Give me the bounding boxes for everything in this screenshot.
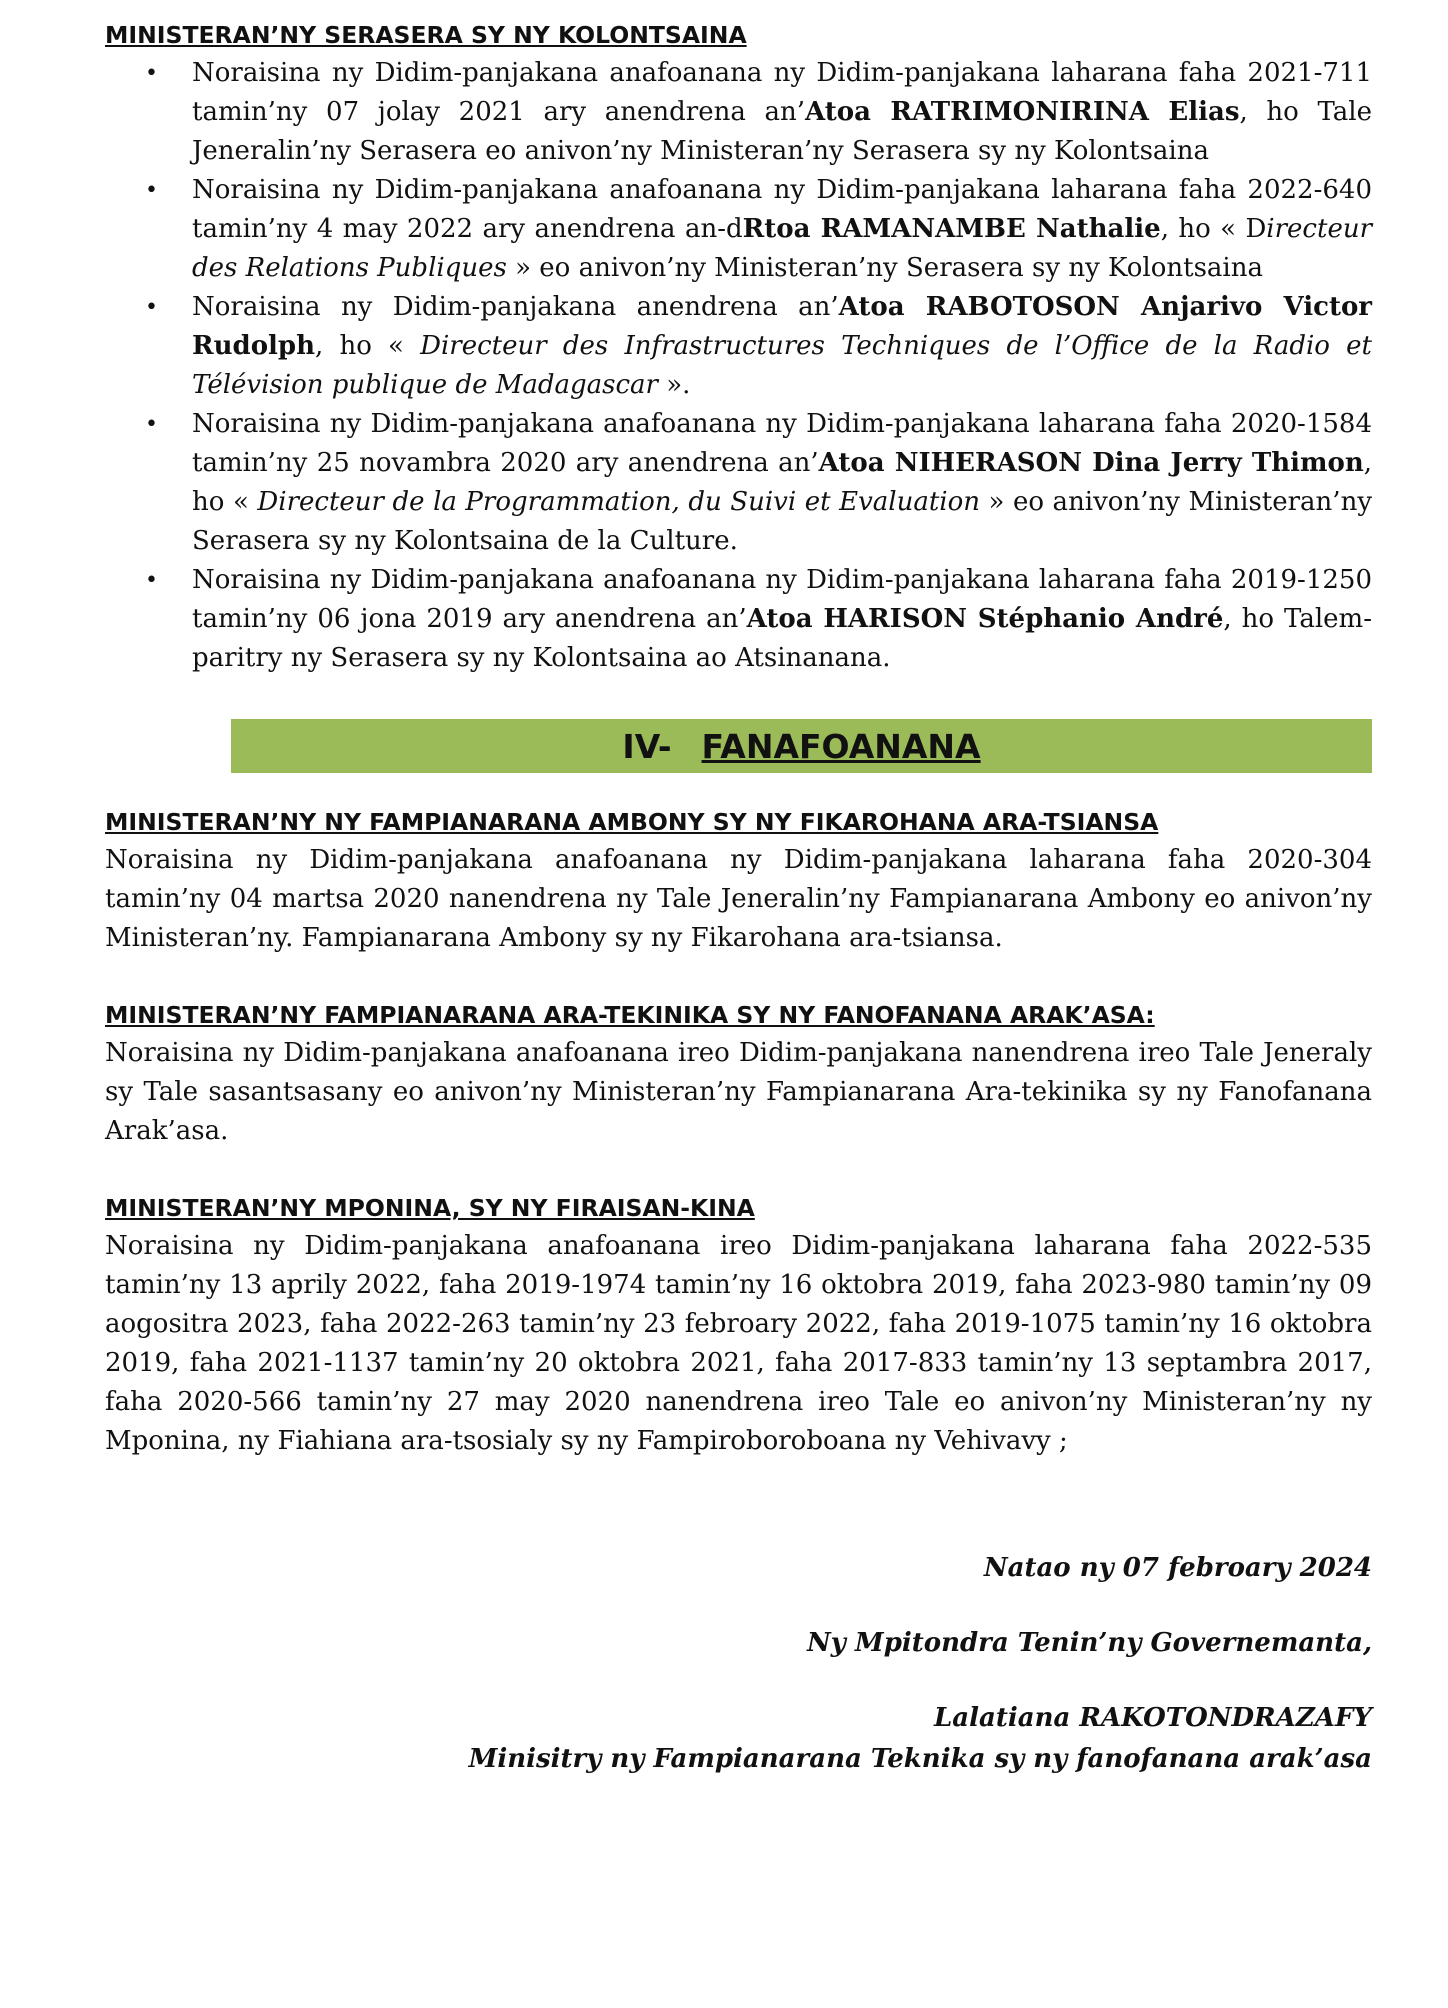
person-name: Atoa NIHERASON Dina Jerry Thimon	[818, 448, 1364, 478]
signature-role: Ny Mpitondra Tenin’ny Governemanta,	[806, 1628, 1372, 1658]
block-paragraph: Noraisina ny Didim-panjakana anafoanana ny Didim-panjakana laharana faha 2020-304 tamin’ny 04 martsa 2020 nanendrena ny Tale Jeneralin’ny Fampianarana Ambony eo anivon’ny Ministeran’ny. Fampianarana Ambony sy ny Fikarohana ara-tsiansa.	[105, 845, 1372, 953]
signature-date: Natao ny 07 febroary 2024	[983, 1553, 1372, 1583]
block-heading: MINISTERAN’NY FAMPIANARANA ARA-TEKINIKA SY NY FANOFANANA ARAK’ASA:	[105, 1001, 1155, 1029]
list-item: • Noraisina ny Didim-panjakana anafoanana ny Didim-panjakana laharana faha 2021-711 tamin’ny 07 jolay 2021 ary anendrena an’Atoa RATRIMONIRINA Elias, ho Tale Jeneralin’ny Serasera eo anivon’ny Ministeran’ny Serasera sy ny Kolontsaina	[105, 54, 1372, 171]
document-content	[105, 16, 1372, 1779]
position-title: irecteur des Relations Publiques	[192, 214, 1372, 283]
person-name: Atoa RABOTOSON Anjarivo Victor Rudolph	[192, 292, 1372, 361]
block-fampianarana-ambony	[105, 803, 1372, 958]
section-heading-serasera: MINISTERAN’NY SERASERA SY NY KOLONTSAINA	[105, 21, 747, 49]
position-title: Directeur des Infrastructures Techniques de l’Office de la Radio et Télévision publique de Madagascar	[192, 331, 1372, 400]
signature-ministry: Minisitry ny Fampianarana Teknika sy ny fanofanana arak’asa	[468, 1744, 1372, 1774]
appointment-list	[105, 54, 1372, 678]
section-title: FANAFOANANA	[701, 726, 981, 766]
block-fampianarana-ara-tekinika	[105, 996, 1372, 1151]
list-item: • Noraisina ny Didim-panjakana anafoanana ny Didim-panjakana laharana faha 2019-1250 tamin’ny 06 jona 2019 ary anendrena an’Atoa HARISON Stéphanio André, ho Talem-paritry ny Serasera sy ny Kolontsaina ao Atsinanana.	[105, 561, 1372, 678]
person-name: Atoa HARISON Stéphanio André	[746, 604, 1224, 634]
section-bar-fanafoanana	[231, 719, 1372, 773]
list-item: • Noraisina ny Didim-panjakana anafoanana ny Didim-panjakana laharana faha 2022-640 tamin’ny 4 may 2022 ary anendrena an-dRtoa RAMANAMBE Nathalie, ho « Directeur des Relations Publiques » eo anivon’ny Ministeran’ny Serasera sy ny Kolontsaina	[105, 171, 1372, 288]
person-name: Atoa RATRIMONIRINA Elias	[805, 97, 1240, 127]
position-title: Directeur de la Programmation, du Suivi et Evaluation	[257, 487, 980, 517]
list-item: • Noraisina ny Didim-panjakana anafoanana ny Didim-panjakana laharana faha 2020-1584 tamin’ny 25 novambra 2020 ary anendrena an’Atoa NIHERASON Dina Jerry Thimon, ho « Directeur de la Programmation, du Suivi et Evaluation » eo anivon’ny Ministeran’ny Serasera sy ny Kolontsaina de la Culture.	[105, 405, 1372, 561]
person-name: Rtoa RAMANAMBE Nathalie	[742, 214, 1161, 244]
list-item: • Noraisina ny Didim-panjakana anendrena an’Atoa RABOTOSON Anjarivo Victor Rudolph, ho « Directeur des Infrastructures Techniques de l’Office de la Radio et Télévision publique de Madagascar ».	[105, 288, 1372, 405]
block-heading: MINISTERAN’NY NY FAMPIANARANA AMBONY SY NY FIKAROHANA ARA-TSIANSA	[105, 808, 1159, 836]
signature-name: Lalatiana RAKOTONDRAZAFY	[934, 1703, 1372, 1733]
block-heading: MINISTERAN’NY MPONINA, SY NY FIRAISAN-KINA	[105, 1194, 755, 1222]
block-paragraph: Noraisina ny Didim-panjakana anafoanana ireo Didim-panjakana nanendrena ireo Tale Jeneraly sy Tale sasantsasany eo anivon’ny Ministeran’ny Fampianarana Ara-tekinika sy ny Fanofanana Arak’asa.	[105, 1038, 1372, 1146]
section-number: IV-	[622, 726, 672, 766]
block-mponina	[105, 1189, 1372, 1461]
block-paragraph: Noraisina ny Didim-panjakana anafoanana ireo Didim-panjakana laharana faha 2022-535 tamin’ny 13 aprily 2022, faha 2019-1974 tamin’ny 16 oktobra 2019, faha 2023-980 tamin’ny 09 aogositra 2023, faha 2022-263 tamin’ny 23 febroary 2022, faha 2019-1075 tamin’ny 16 oktobra 2019, faha 2021-1137 tamin’ny 20 oktobra 2021, faha 2017-833 tamin’ny 13 septambra 2017, faha 2020-566 tamin’ny 27 may 2020 nanendrena ireo Tale eo anivon’ny Ministeran’ny ny Mponina, ny Fiahiana ara-tsosialy sy ny Fampiroboroboana ny Vehivavy ;	[105, 1231, 1372, 1456]
signature-block	[105, 1549, 1372, 1779]
